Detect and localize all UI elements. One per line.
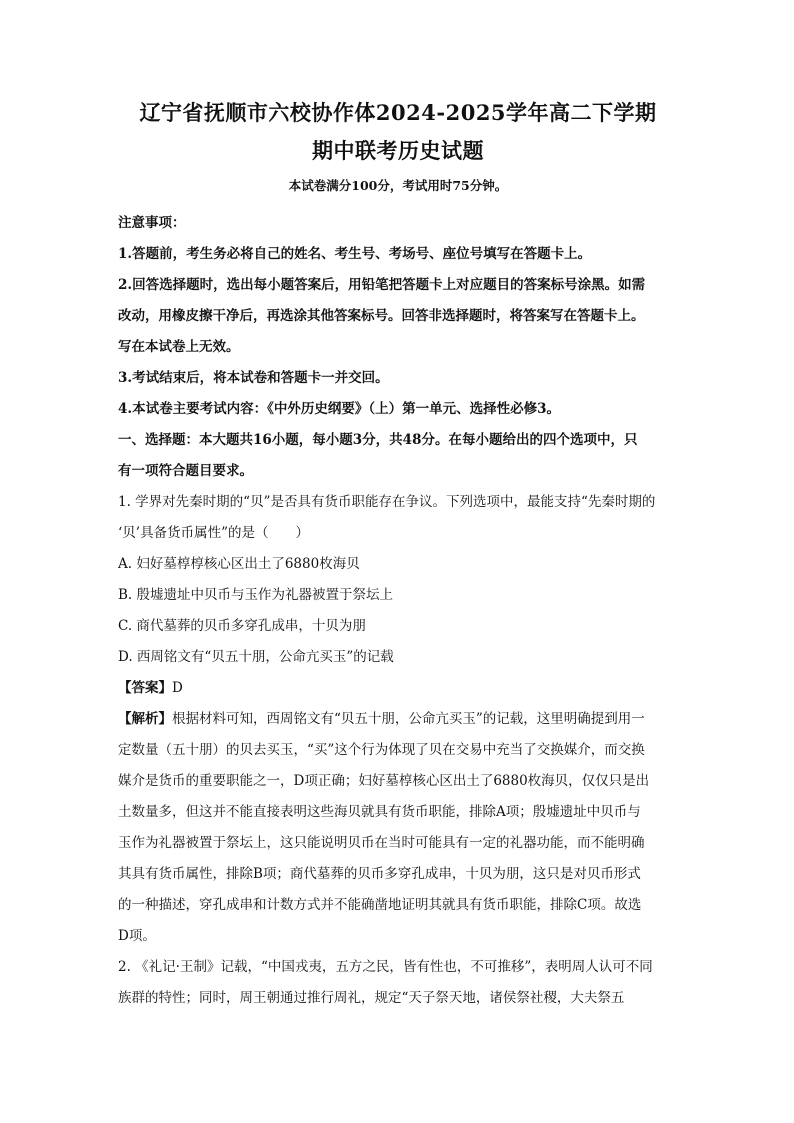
analysis-line: 土数量多，但这并不能直接表明这些海贝就具有货币职能，排除A项；殷墟遗址中贝币与 [118,804,641,820]
option-c: C. 商代墓葬的贝币多穿孔成串，十贝为朋 [118,618,366,634]
section-heading-line: 一、选择题：本大题共16小题，每小题3分，共48分。在每小题给出的四个选项中，只 [118,432,638,448]
analysis-tag: 【解析】 [118,711,172,727]
analysis-text: 根据材料可知，西周铭文有“贝五十朋，公命亢买玉”的记载，这里明确提到用一 [172,711,645,727]
exam-meta: 本试卷满分100分，考试用时75分钟。 [288,178,508,193]
question-stem: 1. 学界对先秦时期的“贝”是否具有货币职能存在争议。下列选项中，最能支持“先秦时期的 [118,494,656,510]
analysis-line: 其具有货币属性，排除B项；商代墓葬的贝币多穿孔成串，十贝为朋，这只是对贝币形式 [118,866,641,882]
question-2 [118,952,678,1014]
question-stem: ‘贝’具备货币属性”的是（ ） [118,525,309,541]
exam-page [118,98,678,1014]
page-title-line2: 期中联考历史试题 [312,138,484,163]
notes-heading: 注意事项： [118,215,186,231]
section-heading-line: 有一项符合题目要求。 [118,463,253,479]
analysis-line: 媒介是货币的重要职能之一，D项正确；妇好墓椁核心区出土了6880枚海贝，仅仅只是出 [118,773,650,789]
analysis-line: 的一种描述，穿孔成串和计数方式并不能确凿地证明其就具有货币职能，排除C项。故选 [118,897,642,913]
note-item: 写在本试卷上无效。 [118,339,240,355]
analysis-line: D项。 [118,928,156,944]
note-item: 改动，用橡皮擦干净后，再选涂其他答案标号。回答非选择题时，将答案写在答题卡上。 [118,308,645,324]
option-a: A. 妇好墓椁椁核心区出土了6880枚海贝 [118,556,360,572]
note-item: 4.本试卷主要考试内容：《中外历史纲要》（上）第一单元、选择性必修3。 [118,401,560,417]
section-heading [118,425,678,487]
question-stem: 族群的特性；同时，周王朝通过推行周礼，规定“天子祭天地，诸侯祭社稷，大夫祭五 [118,990,625,1006]
option-d: D. 西周铭文有“贝五十朋，公命亢买玉”的记载 [118,649,394,665]
question-stem: 2. 《礼记·王制》记载，“中国戎夷，五方之民，皆有性也，不可推移”，表明周人认可不同 [118,959,653,975]
answer-value: D [172,680,183,696]
question-1 [118,487,678,952]
notes-section [118,208,678,425]
analysis-line [118,704,678,735]
note-item: 1.答题前，考生务必将自己的姓名、考生号、考场号、座位号填写在答题卡上。 [118,246,592,262]
option-b: B. 殷墟遗址中贝币与玉作为礼器被置于祭坛上 [118,587,394,603]
answer-line [118,673,678,704]
analysis-line: 定数量（五十朋）的贝去买玉，“买”这个行为体现了贝在交易中充当了交换媒介，而交换 [118,742,645,758]
answer-tag: 【答案】 [118,680,172,696]
page-title-line1: 辽宁省抚顺市六校协作体2024-2025学年高二下学期 [139,100,657,125]
note-item: 3.考试结束后，将本试卷和答题卡一并交回。 [118,370,389,386]
note-item: 2.回答选择题时，选出每小题答案后，用铅笔把答题卡上对应题目的答案标号涂黑。如需 [118,277,646,293]
analysis-line: 玉作为礼器被置于祭坛上，这只能说明贝币在当时可能具有一定的礼器功能，而不能明确 [118,835,645,851]
